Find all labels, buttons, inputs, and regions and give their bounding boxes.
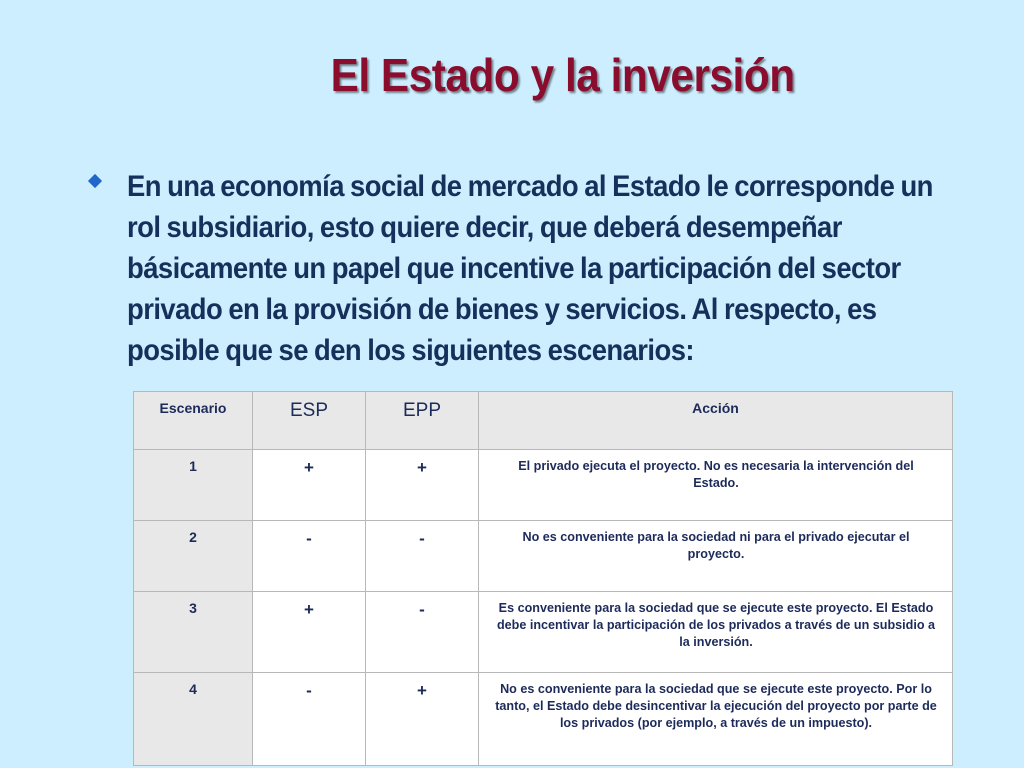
table-header-row bbox=[134, 392, 953, 450]
header-escenario: Escenario bbox=[134, 392, 253, 450]
cell-accion: No es conveniente para la sociedad que se ejecute este proyecto. Por lo tanto, el Estado debe desincentivar la ejecución del proyecto por parte de los privados (por ejemplo, a través de un impuesto). bbox=[479, 673, 953, 766]
cell-epp: - bbox=[366, 592, 479, 673]
cell-epp: + bbox=[366, 673, 479, 766]
cell-esp: + bbox=[253, 592, 366, 673]
table-row bbox=[134, 450, 953, 521]
cell-accion: No es conveniente para la sociedad ni para el privado ejecutar el proyecto. bbox=[479, 521, 953, 592]
cell-accion: Es conveniente para la sociedad que se ejecute este proyecto. El Estado debe incentivar la participación de los privados a través de un subsidio a la inversión. bbox=[479, 592, 953, 673]
table-row bbox=[134, 592, 953, 673]
bullet-text: En una economía social de mercado al Estado le corresponde un rol subsidiario, esto quiere decir, que deberá desempeñar básicamente un papel que incentive la participación del sector privado en la provisión de bienes y servicios. Al respecto, es posible que se den los siguientes escenarios: bbox=[127, 170, 933, 367]
cell-esp: - bbox=[253, 521, 366, 592]
header-esp: ESP bbox=[253, 392, 366, 450]
cell-esp: + bbox=[253, 450, 366, 521]
cell-accion: El privado ejecuta el proyecto. No es necesaria la intervención del Estado. bbox=[479, 450, 953, 521]
header-accion: Acción bbox=[479, 392, 953, 450]
cell-esp: - bbox=[253, 673, 366, 766]
diamond-bullet-icon bbox=[88, 174, 102, 188]
scenarios-table bbox=[133, 391, 953, 766]
table-row bbox=[134, 521, 953, 592]
table-row bbox=[134, 673, 953, 766]
cell-epp: + bbox=[366, 450, 479, 521]
cell-escenario: 4 bbox=[134, 673, 253, 766]
cell-escenario: 2 bbox=[134, 521, 253, 592]
cell-escenario: 3 bbox=[134, 592, 253, 673]
header-epp: EPP bbox=[366, 392, 479, 450]
bullet-paragraph bbox=[90, 166, 970, 371]
cell-epp: - bbox=[366, 521, 479, 592]
cell-escenario: 1 bbox=[134, 450, 253, 521]
slide-title: El Estado y la inversión bbox=[330, 49, 795, 101]
